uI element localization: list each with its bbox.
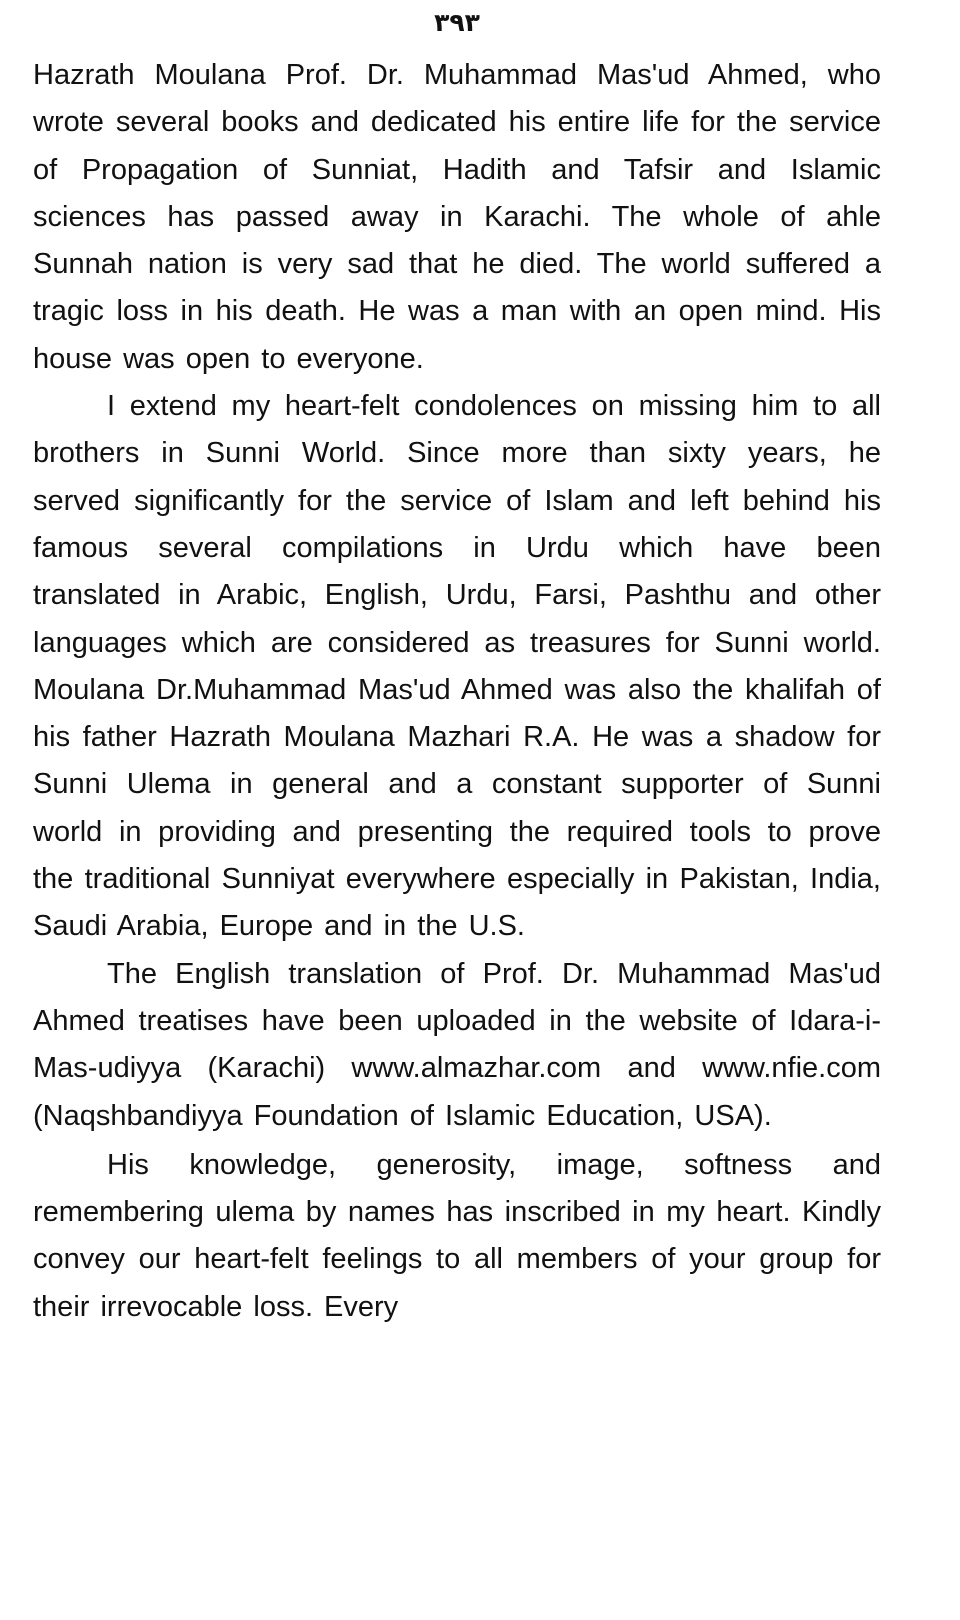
- paragraph-2: I extend my heart-felt condolences on missing him to all brothers in Sunni World. Since more than sixty years, he served significantly for the service of Islam and left behind his famous several compilations in Urdu which have been translated in Arabic, English, Urdu, Farsi, Pashthu and other languages which are considered as treasures for Sunni world. Moulana Dr.Muhammad Mas'ud Ahmed was also the khalifah of his father Hazrath Moulana Mazhari R.A. He was a shadow for Sunni Ulema in general and a constant supporter of Sunni world in providing and presenting the required tools to prove the traditional Sunniyat everywhere especially in Pakistan, India, Saudi Arabia, Europe and in the U.S.: [33, 390, 881, 943]
- page-number: ۳۹۳: [434, 8, 480, 37]
- document-page: [33, 0, 881, 1331]
- paragraph-1: Hazrath Moulana Prof. Dr. Muhammad Mas'ud Ahmed, who wrote several books and dedicated his entire life for the service of Propagation of Sunniat, Hadith and Tafsir and Islamic sciences has passed away in Karachi. The whole of ahle Sunnah nation is very sad that he died. The world suffered a tragic loss in his death. He was a man with an open mind. His house was open to everyone.: [33, 59, 881, 375]
- paragraph-3: The English translation of Prof. Dr. Muhammad Mas'ud Ahmed treatises have been uploaded in the website of Idara-i-Mas-udiyya (Karachi) www.almazhar.com and www.nfie.com (Naqshbandiyya Foundation of Islamic Education, USA).: [33, 957, 881, 1132]
- paragraph-4: His knowledge, generosity, image, softness and remembering ulema by names has inscribed in my heart. Kindly convey our heart-felt feelings to all members of your group for their irrevocable loss. Every: [33, 1148, 881, 1323]
